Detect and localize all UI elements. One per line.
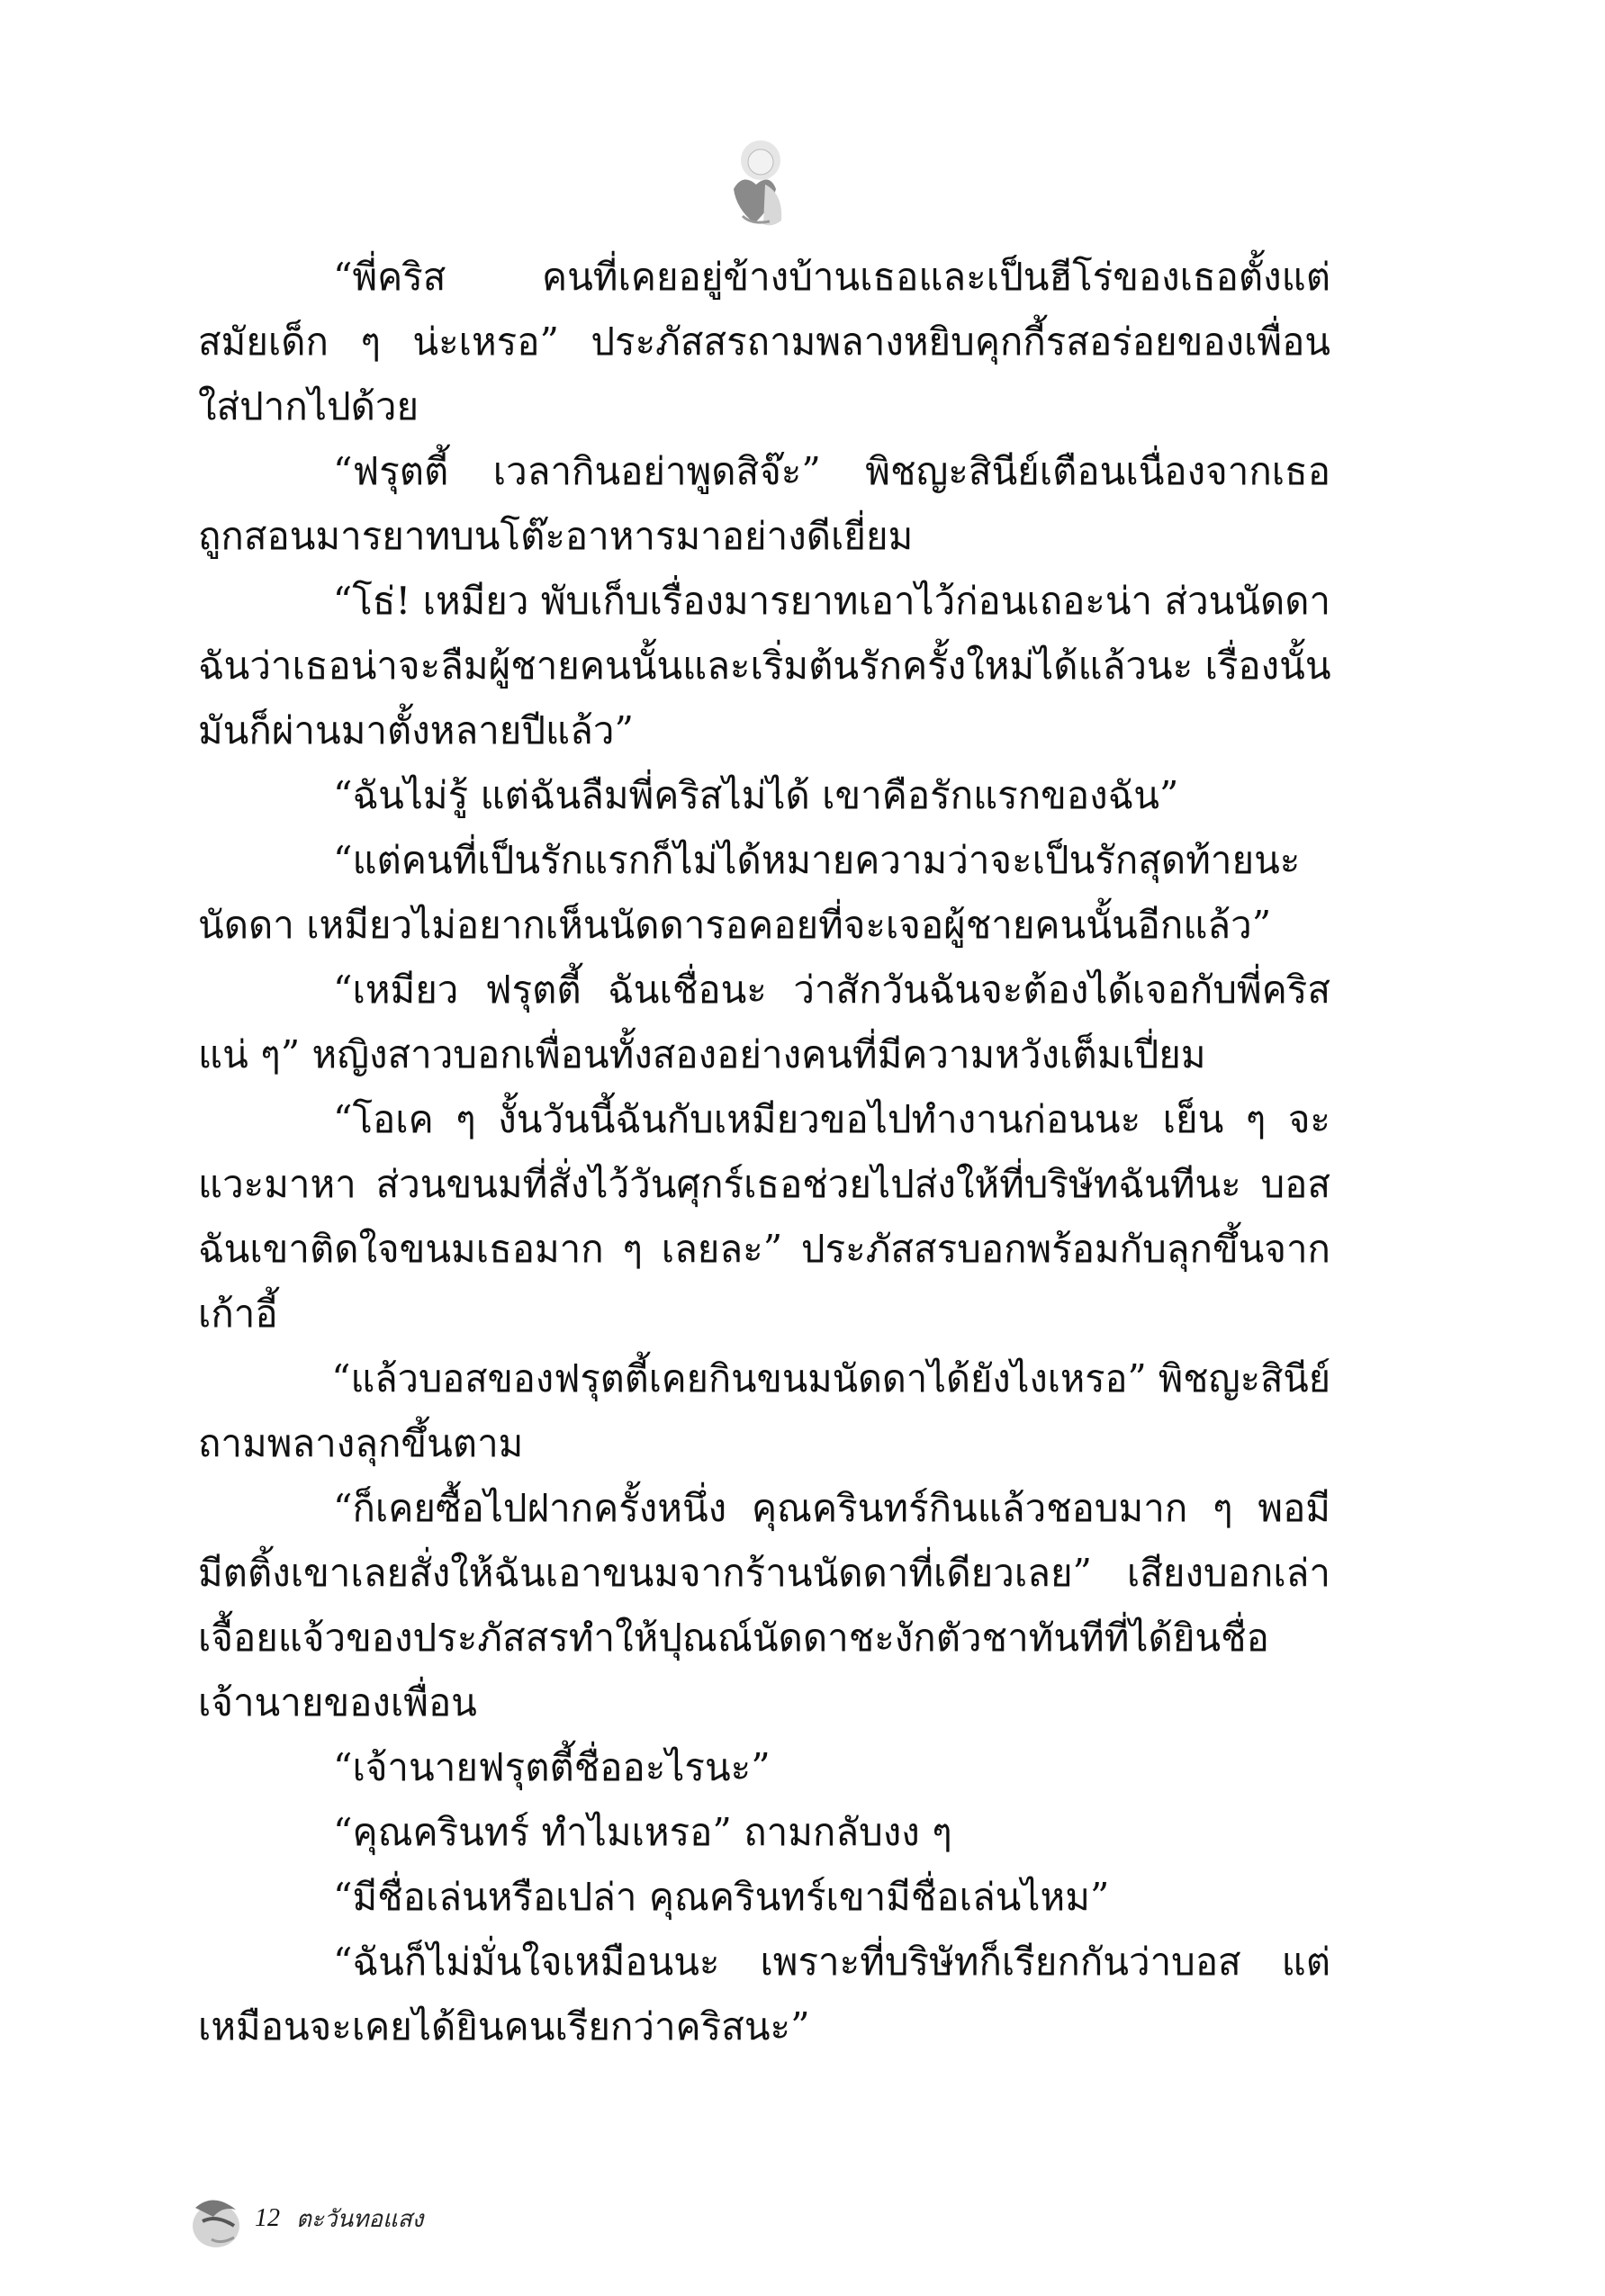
text-line: “แล้วบอสของฟรุตตี้เคยกินขนมนัดดาได้ยังไงเหรอ” พิชญะสินีย์ <box>331 1356 1331 1400</box>
paragraph <box>198 763 1330 828</box>
paragraph <box>198 439 1330 569</box>
paragraph <box>198 245 1330 439</box>
text-line: นัดดา เหมียวไม่อยากเห็นนัดดารอคอยที่จะเจอผู้ชายคนนั้นอีกแล้ว” <box>198 903 1272 947</box>
paragraph <box>198 1930 1330 2059</box>
text-line: “เหมียว ฟรุตตี้ ฉันเชื่อนะ ว่าสักวันฉันจะต้องได้เจอกับพี่คริส <box>333 968 1330 1012</box>
paragraph <box>198 1800 1330 1865</box>
text-line: ใส่ปากไปด้วย <box>198 384 419 428</box>
paragraph <box>198 569 1330 763</box>
text-line: “ฟรุตตี้ เวลากินอย่าพูดสิจ๊ะ” พิชญะสินีย์เตือนเนื่องจากเธอ <box>333 449 1330 493</box>
text-line: “เจ้านายฟรุตตี้ชื่ออะไรนะ” <box>333 1745 771 1789</box>
book-title: ตะวันทอแสง <box>296 2205 424 2233</box>
text-line: แวะมาหา ส่วนขนมที่สั่งไว้วันศุกร์เธอช่วยไปส่งให้ที่บริษัทฉันทีนะ บอส <box>198 1162 1330 1206</box>
paragraph <box>198 1735 1330 1800</box>
story-text <box>198 245 1330 2059</box>
text-line: “โอเค ๆ งั้นวันนี้ฉันกับเหมียวขอไปทำงานก่อนนะ เย็น ๆ จะ <box>333 1097 1330 1141</box>
paragraph <box>198 958 1330 1087</box>
text-line: ถามพลางลุกขึ้นตาม <box>198 1421 524 1465</box>
paragraph <box>198 1865 1330 1930</box>
page-number: 12 <box>255 2204 280 2232</box>
text-line: “พี่คริส คนที่เคยอยู่ข้างบ้านเธอและเป็นฮีโร่ของเธอตั้งแต่ <box>333 255 1330 299</box>
text-line: มันก็ผ่านมาตั้งหลายปีแล้ว” <box>198 708 634 752</box>
text-line: ฉันเขาติดใจขนมเธอมาก ๆ เลยละ” ประภัสสรบอกพร้อมกับลุกขึ้นจาก <box>198 1227 1330 1271</box>
text-line: เก้าอี้ <box>198 1292 278 1336</box>
text-line: “มีชื่อเล่นหรือเปล่า คุณครินทร์เขามีชื่อเล่นไหม” <box>333 1875 1110 1919</box>
paragraph <box>198 1346 1330 1476</box>
cherub-heart-icon <box>716 135 797 234</box>
text-line: แน่ ๆ” หญิงสาวบอกเพื่อนทั้งสองอย่างคนที่มีความหวังเต็มเปี่ยม <box>198 1032 1206 1076</box>
text-line: “โธ่! เหมียว พับเก็บเรื่องมารยาทเอาไว้ก่อนเถอะน่า ส่วนนัดดา <box>332 579 1330 623</box>
text-line: “ฉันไม่รู้ แต่ฉันลืมพี่คริสไม่ได้ เขาคือรักแรกของฉัน” <box>333 773 1179 817</box>
text-line: เจ้านายของเพื่อน <box>198 1680 477 1724</box>
text-line: ฉันว่าเธอน่าจะลืมผู้ชายคนนั้นและเริ่มต้นรักครั้งใหม่ได้แล้วนะ เรื่องนั้น <box>198 644 1331 688</box>
text-line: เหมือนจะเคยได้ยินคนเรียกว่าคริสนะ” <box>198 2004 810 2048</box>
text-line: ถูกสอนมารยาทบนโต๊ะอาหารมาอย่างดีเยี่ยม <box>198 514 914 558</box>
bird-ornament-icon <box>185 2185 248 2253</box>
paragraph <box>198 1476 1330 1735</box>
text-line: “ก็เคยซื้อไปฝากครั้งหนึ่ง คุณครินทร์กินแล้วชอบมาก ๆ พอมี <box>333 1486 1330 1530</box>
text-line: “แต่คนที่เป็นรักแรกก็ไม่ได้หมายความว่าจะเป็นรักสุดท้ายนะ <box>333 838 1301 882</box>
text-line: มีตติ้งเขาเลยสั่งให้ฉันเอาขนมจากร้านนัดดาที่เดียวเลย” เสียงบอกเล่า <box>198 1551 1330 1595</box>
text-line: “ฉันก็ไม่มั่นใจเหมือนนะ เพราะที่บริษัทก็เรียกกันว่าบอส แต่ <box>333 1940 1330 1984</box>
text-line: สมัยเด็ก ๆ น่ะเหรอ” ประภัสสรถามพลางหยิบคุกกี้รสอร่อยของเพื่อน <box>198 320 1330 364</box>
text-line: “คุณครินทร์ ทำไมเหรอ” ถามกลับงง ๆ <box>333 1810 952 1854</box>
paragraph <box>198 1087 1330 1346</box>
text-line: เจื้อยแจ้วของประภัสสรทำให้ปุณณ์นัดดาชะงักตัวชาทันทีที่ได้ยินชื่อ <box>198 1616 1269 1660</box>
paragraph <box>198 828 1330 958</box>
page-footer <box>185 2183 423 2255</box>
